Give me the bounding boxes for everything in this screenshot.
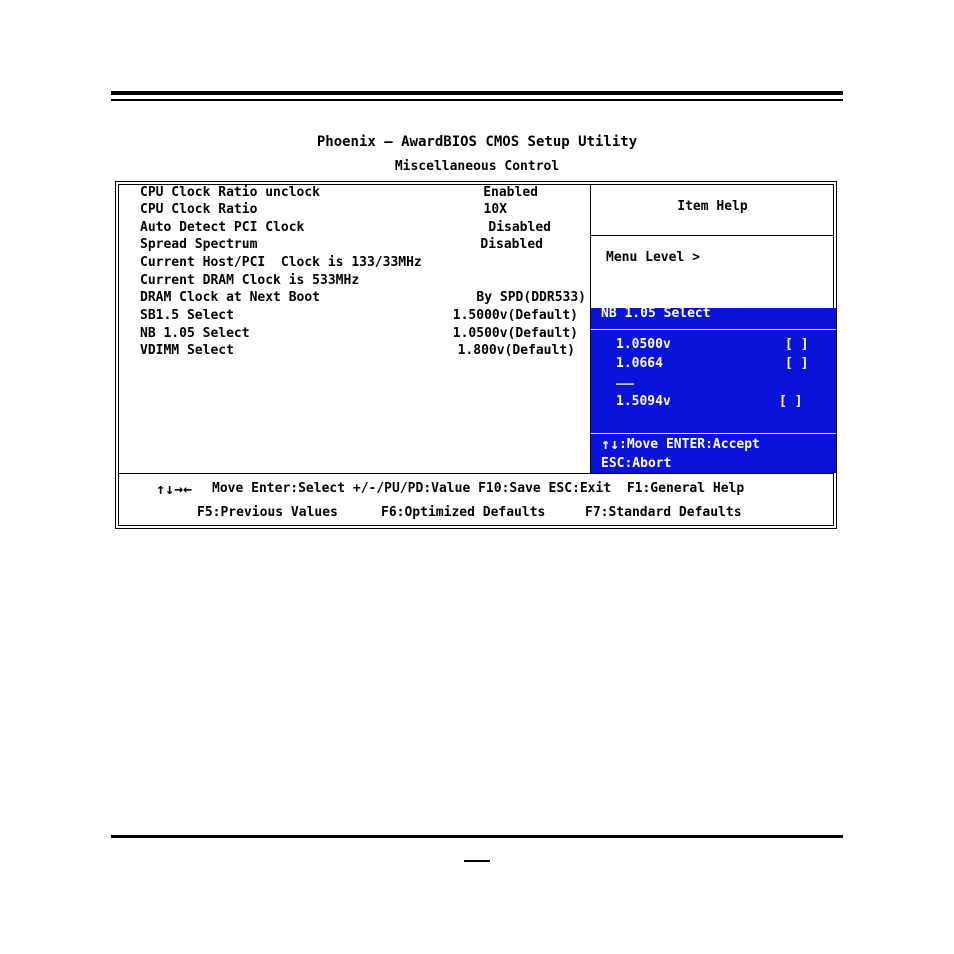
- setting-label-cpu-clock-ratio-unclock[interactable]: CPU Clock Ratio unclock: [140, 185, 321, 200]
- top-rule-thin: [111, 99, 843, 101]
- footer-divider: [118, 473, 834, 474]
- popup-option-1-0664-checkbox[interactable]: [ ]: [785, 356, 809, 371]
- setting-value-nb105-select[interactable]: 1.0500v(Default): [452, 326, 578, 341]
- popup-title: NB 1.05 Select: [601, 306, 711, 321]
- popup-option-1-5094v-checkbox[interactable]: [ ]: [779, 394, 803, 409]
- setting-value-sb15-select[interactable]: 1.5000v(Default): [452, 308, 578, 323]
- setting-label-nb105-select[interactable]: NB 1.05 Select: [140, 326, 250, 341]
- top-rule-thick: [111, 91, 843, 95]
- popup-nav-move-accept: :Move ENTER:Accept: [619, 437, 760, 452]
- page-title: Miscellaneous Control: [394, 159, 560, 174]
- bios-title: Phoenix – AwardBIOS CMOS Setup Utility: [316, 134, 638, 150]
- footer-arrow-keys-icon: ↑↓→←: [156, 480, 193, 498]
- popup-option-1-5094v[interactable]: 1.5094v: [616, 394, 671, 409]
- setting-label-cpu-clock-ratio[interactable]: CPU Clock Ratio: [140, 202, 258, 217]
- setting-label-sb15-select[interactable]: SB1.5 Select: [140, 308, 234, 323]
- setting-label-vdimm-select[interactable]: VDIMM Select: [140, 343, 234, 358]
- popup-title-separator: [591, 329, 836, 330]
- popup-option-1-0500v-checkbox[interactable]: [ ]: [785, 337, 809, 352]
- info-host-pci-clock: Current Host/PCI Clock is 133/33MHz: [140, 255, 422, 270]
- menu-level-text: Menu Level >: [606, 250, 700, 265]
- setting-label-auto-detect-pci-clock[interactable]: Auto Detect PCI Clock: [140, 220, 305, 235]
- setting-label-spread-spectrum[interactable]: Spread Spectrum: [140, 237, 258, 252]
- bottom-rule: [111, 835, 843, 838]
- footer-f5-previous-values: F5:Previous Values: [197, 505, 338, 520]
- page-number-mark: [464, 860, 490, 862]
- help-divider: [591, 235, 834, 236]
- popup-option-1-0500v[interactable]: 1.0500v: [616, 337, 671, 352]
- setting-value-auto-detect-pci-clock[interactable]: Disabled: [488, 220, 551, 235]
- popup-option-1-0664[interactable]: 1.0664: [616, 356, 663, 371]
- popup-nav-separator: [591, 433, 836, 434]
- item-help-title: Item Help: [677, 199, 748, 214]
- popup-nav-arrows-icon: ↑↓: [601, 435, 620, 453]
- setting-value-dram-clock-next-boot[interactable]: By SPD(DDR533): [476, 290, 586, 305]
- popup-option-ellipsis: ………: [616, 377, 635, 388]
- popup-nav-abort: ESC:Abort: [601, 456, 672, 471]
- setting-value-cpu-clock-ratio[interactable]: 10X: [483, 202, 507, 217]
- footer-f7-standard-defaults: F7:Standard Defaults: [585, 505, 742, 520]
- footer-f6-optimized-defaults: F6:Optimized Defaults: [381, 505, 546, 520]
- setting-value-cpu-clock-ratio-unclock[interactable]: Enabled: [483, 185, 538, 200]
- setting-label-dram-clock-next-boot[interactable]: DRAM Clock at Next Boot: [140, 290, 321, 305]
- info-dram-clock: Current DRAM Clock is 533MHz: [140, 273, 360, 288]
- setting-value-spread-spectrum[interactable]: Disabled: [480, 237, 543, 252]
- footer-key-help-line1: Move Enter:Select +/-/PU/PD:Value F10:Save ESC:Exit F1:General Help: [212, 481, 745, 496]
- setting-value-vdimm-select[interactable]: 1.800v(Default): [457, 343, 575, 358]
- nb105-select-popup: [591, 308, 836, 473]
